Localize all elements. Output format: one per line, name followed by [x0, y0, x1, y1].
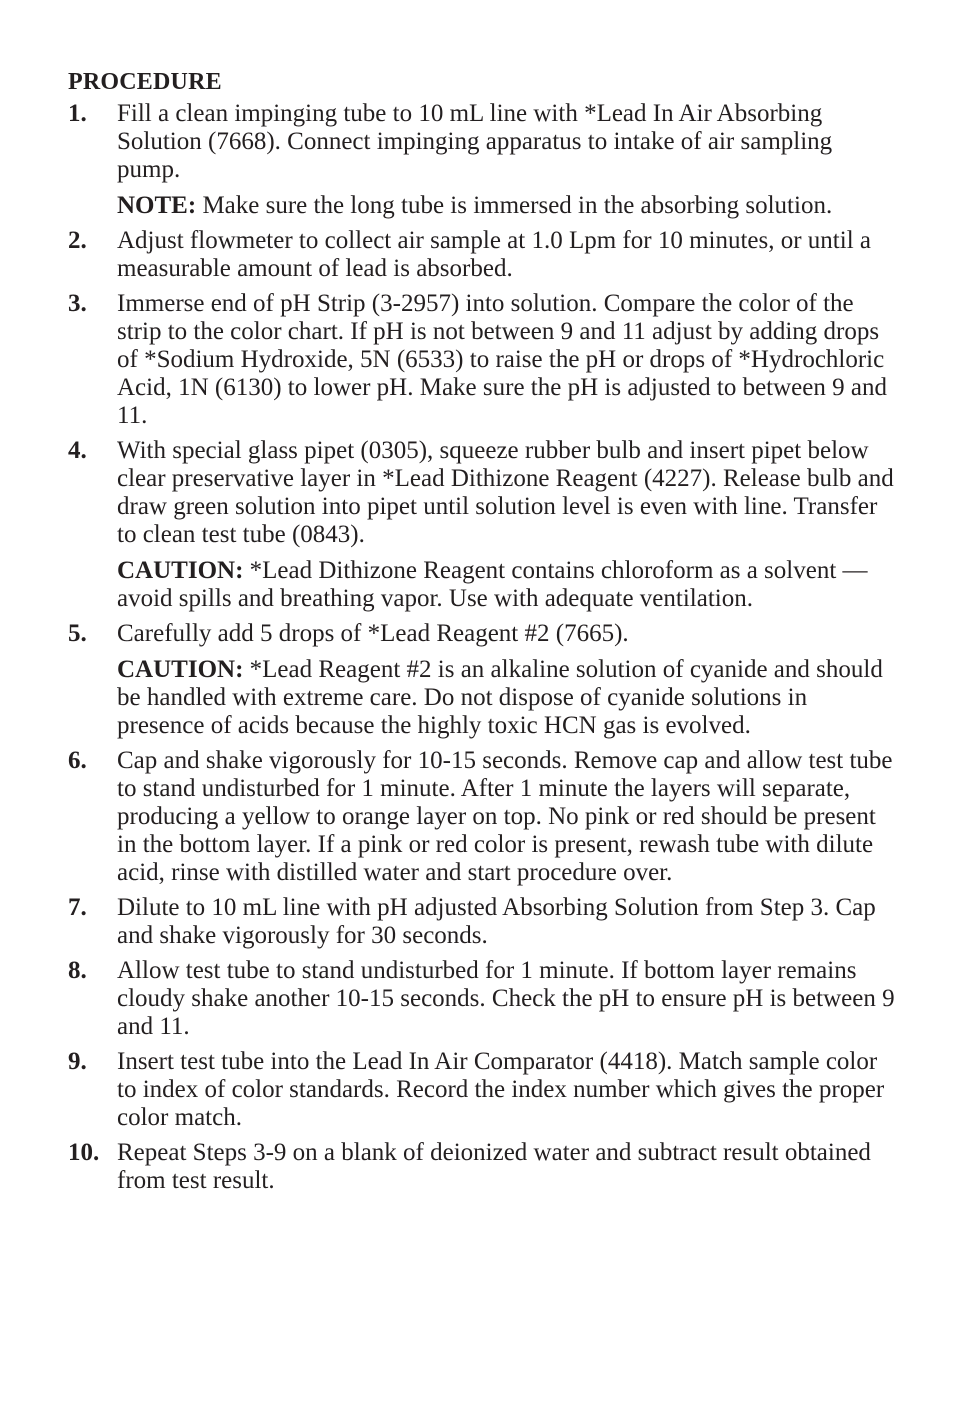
step-7	[68, 894, 898, 950]
step-number: 10.	[68, 1139, 100, 1166]
step-text: Repeat Steps 3-9 on a blank of deionized water and subtract result obtained from test result.	[117, 1139, 871, 1194]
caution-text: *Lead Reagent #2 is an alkaline solution of cyanide and should be handled with extreme care. Do not dispose of cyanide solutions in presence of acids because the highly toxic HCN gas is evolved.	[117, 656, 883, 739]
step-text: Immerse end of pH Strip (3-2957) into solution. Compare the color of the strip to the color chart. If pH is not between 9 and 11 adjust by adding drops of *Sodium Hydroxide, 5N (6533) to raise the pH or drops of *Hydrochloric Acid, 1N (6130) to lower pH. Make sure the pH is adjusted to between 9 and 11.	[117, 290, 887, 429]
step-caution	[117, 557, 898, 613]
step-number: 9.	[68, 1048, 87, 1075]
step-number: 3.	[68, 290, 87, 317]
step-6	[68, 747, 898, 887]
step-number: 1.	[68, 100, 87, 127]
step-number: 4.	[68, 437, 87, 464]
procedure-heading: PROCEDURE	[68, 69, 222, 95]
caution-label: CAUTION:	[117, 656, 244, 683]
step-caution	[117, 656, 898, 740]
procedure-page	[68, 68, 898, 1202]
step-number: 8.	[68, 957, 87, 984]
step-note	[117, 192, 898, 220]
caution-text: *Lead Dithizone Reagent contains chloroform as a solvent — avoid spills and breathing vapor. Use with adequate ventilation.	[117, 557, 868, 612]
step-text: Dilute to 10 mL line with pH adjusted Absorbing Solution from Step 3. Cap and shake vigorously for 30 seconds.	[117, 894, 876, 949]
step-10	[68, 1139, 898, 1195]
step-8	[68, 957, 898, 1041]
step-text: Cap and shake vigorously for 10-15 seconds. Remove cap and allow test tube to stand undisturbed for 1 minute. After 1 minute the layers will separate, producing a yellow to orange layer on top. No pink or red should be present in the bottom layer. If a pink or red color is present, rewash tube with dilute acid, rinse with distilled water and start procedure over.	[117, 747, 893, 886]
step-2	[68, 227, 898, 283]
step-number: 2.	[68, 227, 87, 254]
step-number: 5.	[68, 620, 87, 647]
step-text: With special glass pipet (0305), squeeze rubber bulb and insert pipet below clear preservative layer in *Lead Dithizone Reagent (4227). Release bulb and draw green solution into pipet until solution level is even with line. Transfer to clean test tube (0843).	[117, 437, 894, 548]
caution-label: CAUTION:	[117, 557, 244, 584]
step-4	[68, 437, 898, 613]
step-number: 7.	[68, 894, 87, 921]
step-text: Allow test tube to stand undisturbed for 1 minute. If bottom layer remains cloudy shake another 10-15 seconds. Check the pH to ensure pH is between 9 and 11.	[117, 957, 895, 1040]
step-text: Fill a clean impinging tube to 10 mL line with *Lead In Air Absorbing Solution (7668). Connect impinging apparatus to intake of air sampling pump.	[117, 100, 833, 183]
step-1	[68, 100, 898, 220]
step-text: Adjust flowmeter to collect air sample at 1.0 Lpm for 10 minutes, or until a measurable amount of lead is absorbed.	[117, 227, 871, 282]
step-3	[68, 290, 898, 430]
step-text: Insert test tube into the Lead In Air Comparator (4418). Match sample color to index of color standards. Record the index number which gives the proper color match.	[117, 1048, 885, 1131]
step-5	[68, 620, 898, 740]
step-text: Carefully add 5 drops of *Lead Reagent #2 (7665).	[117, 620, 629, 647]
note-label: NOTE:	[117, 192, 197, 219]
step-9	[68, 1048, 898, 1132]
note-text: Make sure the long tube is immersed in the absorbing solution.	[196, 192, 833, 219]
step-number: 6.	[68, 747, 87, 774]
